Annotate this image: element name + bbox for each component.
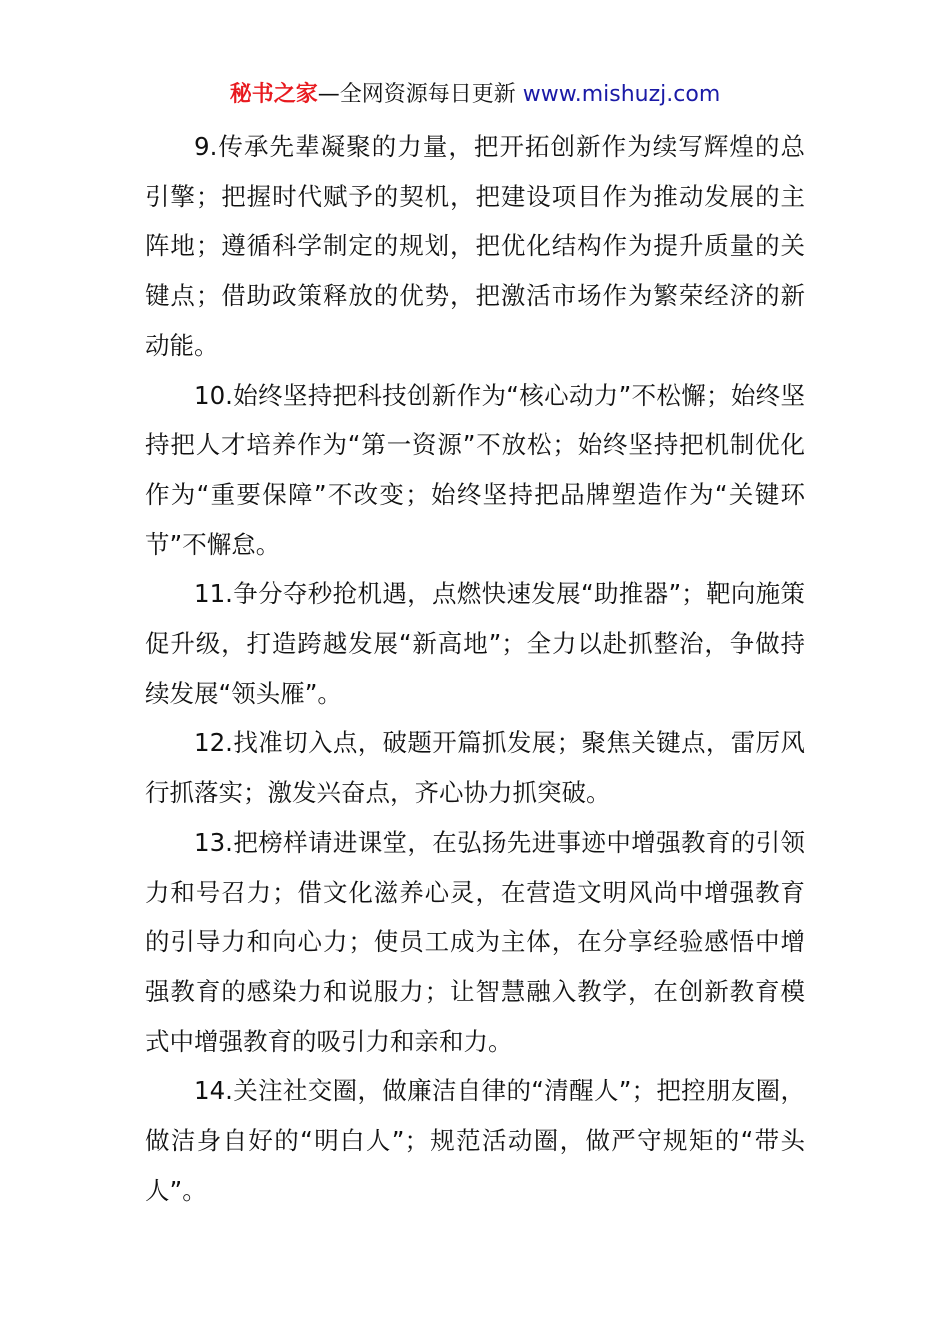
brand-name: 秘书之家 bbox=[229, 82, 318, 107]
website-url[interactable]: www.mishuzj.com bbox=[522, 82, 721, 107]
page-header bbox=[0, 80, 950, 110]
document-body bbox=[145, 122, 805, 1215]
paragraph-12: 12.找准切入点，破题开篇抓发展；聚焦关键点，雷厉风行抓落实；激发兴奋点，齐心协力抓突破。 bbox=[145, 728, 805, 808]
paragraph-10: 10.始终坚持把科技创新作为“核心动力”不松懈；始终坚持把人才培养作为“第一资源”不放松；始终坚持把机制优化作为“重要保障”不改变；始终坚持把品牌塑造作为“关键环节”不懈怠。 bbox=[145, 380, 805, 559]
paragraph-14: 14.关注社交圈，做廉洁自律的“清醒人”；把控朋友圈，做洁身自好的“明白人”；规范活动圈，做严守规矩的“带头人”。 bbox=[145, 1076, 805, 1205]
paragraph-11: 11.争分夺秒抢机遇，点燃快速发展“助推器”；靶向施策促升级，打造跨越发展“新高地”；全力以赴抓整治，争做持续发展“领头雁”。 bbox=[145, 579, 805, 708]
header-tagline: —全网资源每日更新 bbox=[317, 82, 523, 107]
paragraph-9: 9.传承先辈凝聚的力量，把开拓创新作为续写辉煌的总引擎；把握时代赋予的契机，把建设项目作为推动发展的主阵地；遵循科学制定的规划，把优化结构作为提升质量的关键点；借助政策释放的优势，把激活市场作为繁荣经济的新动能。 bbox=[145, 132, 805, 360]
paragraph-13: 13.把榜样请进课堂，在弘扬先进事迹中增强教育的引领力和号召力；借文化滋养心灵，在营造文明风尚中增强教育的引导力和向心力；使员工成为主体，在分享经验感悟中增强教育的感染力和说服力；让智慧融入教学，在创新教育模式中增强教育的吸引力和亲和力。 bbox=[145, 827, 805, 1056]
